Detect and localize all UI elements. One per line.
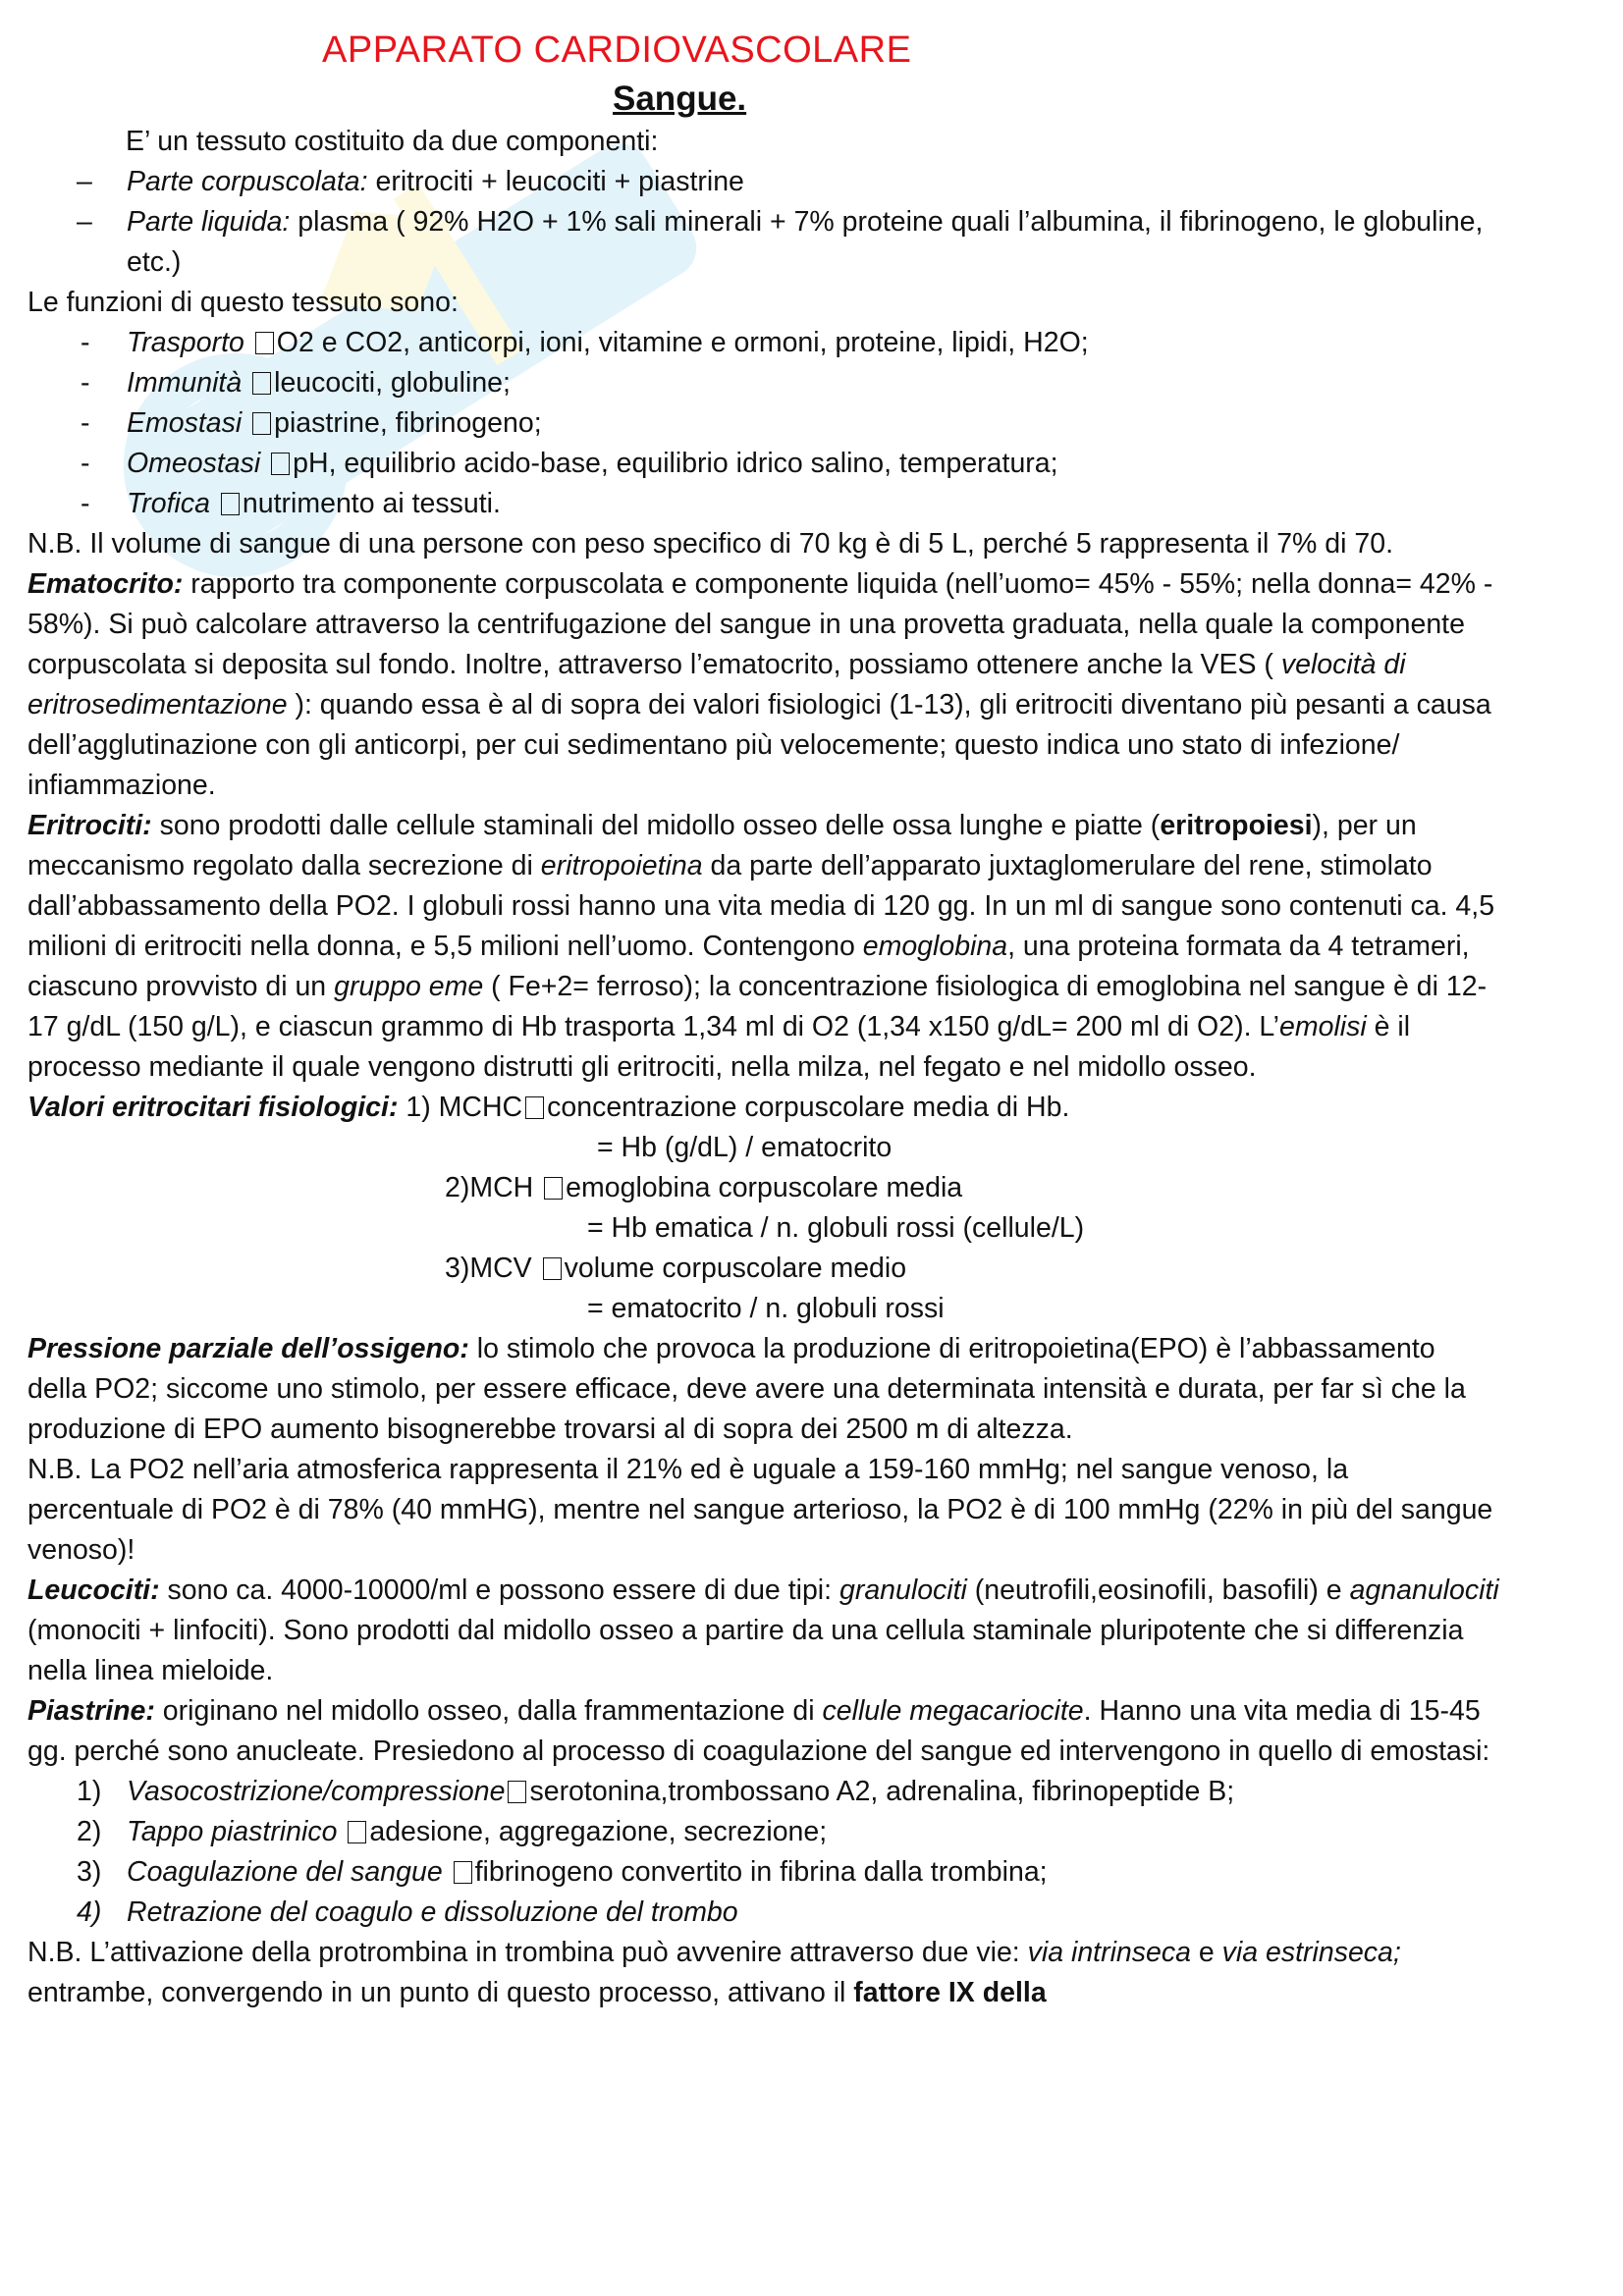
dash-marker: –: [77, 206, 92, 238]
list-item: 4) Retrazione del coagulo e dissoluzione del trombo: [77, 1896, 738, 1928]
note-final: N.B. L’attivazione della protrombina in trombina può avvenire attraverso due vie: via intrinseca e via estrinseca; entrambe, convergendo in un punto di questo processo, attivano il fattore IX della: [27, 1937, 1401, 2008]
valori-row: Valori eritrocitari fisiologici: 1) MCHC concentrazione corpuscolare media di Hb.: [27, 1092, 1070, 1123]
note-volume: N.B. Il volume di sangue di una persone con peso specifico di 70 kg è di 5 L, perché 5 rappresenta il 7% di 70.: [27, 528, 1394, 560]
list-item: 3) Coagulazione del sangue fibrinogeno convertito in fibrina dalla trombina;: [77, 1856, 1048, 1888]
paragraph-piastrine: Piastrine: originano nel midollo osseo, dalla frammentazione di cellule megacariocite. Hanno una vita media di 15-45 gg. perché sono anucleate. Presiedono al processo di coagulazione del sangue ed intervengono in quello di emostasi:: [27, 1695, 1490, 1767]
arrow-icon: [255, 332, 274, 354]
list-item: - Omeostasi pH, equilibrio acido-base, equilibrio idrico salino, temperatura;: [81, 448, 1058, 479]
paragraph-eritrociti: Eritrociti: sono prodotti dalle cellule staminali del midollo osseo delle ossa lunghe e piatte (eritropoiesi), per un meccanismo regolato dalla secrezione di eritropoietina da parte dell’apparato juxtaglomerulare del rene, stimolato dall’abbassamento della PO2. I globuli rossi hanno una vita media di 120 gg. In un ml di sangue sono contenuti ca. 4,5 milioni di eritrociti nella donna, e 5,5 milioni nell’uomo. Contengono emoglobina, una proteina formata da 4 tetrameri, ciascuno provvisto di un gruppo eme ( Fe+2= ferroso); la concentrazione fisiologica di emoglobina nel sangue è di 12-17 g/dL (150 g/L), e ciascun grammo di Hb trasporta 1,34 ml di O2 (1,34 x150 g/dL= 200 ml di O2). L’emolisi è il processo mediante il quale vengono distrutti gli eritrociti, nella milza, nel fegato e nel midollo osseo.: [27, 810, 1495, 1083]
arrow-icon: [252, 372, 271, 395]
item-text: eritrociti + leucociti + piastrine: [367, 166, 744, 197]
section-heading: Sangue.: [613, 80, 747, 118]
arrow-icon: [454, 1861, 472, 1884]
intro-line: E’ un tessuto costituito da due componenti:: [126, 126, 659, 157]
functions-intro: Le funzioni di questo tessuto sono:: [27, 287, 459, 318]
dash-marker: –: [77, 166, 92, 197]
list-item: 2) Tappo piastrinico adesione, aggregazione, secrezione;: [77, 1816, 828, 1847]
item-text: plasma ( 92% H2O + 1% sali minerali + 7% proteine quali l’albumina, il fibrinogeno, le globuline, etc.): [127, 206, 1484, 278]
arrow-icon: [525, 1096, 544, 1119]
list-item: [27, 202, 1500, 283]
list-item: - Trofica nutrimento ai tessuti.: [81, 488, 501, 519]
paragraph-leucociti: Leucociti: sono ca. 4000-10000/ml e possono essere di due tipi: granulociti (neutrofili,eosinofili, basofili) e agnanulociti (monociti + linfociti). Sono prodotti dal midollo osseo a partire da una cellula staminale pluripotente che si differenzia nella linea mieloide.: [27, 1575, 1499, 1686]
valori-row: 3)MCV volume corpuscolare medio: [445, 1253, 907, 1284]
item-term: Parte corpuscolata:: [127, 166, 368, 197]
arrow-icon: [508, 1781, 526, 1803]
arrow-icon: [271, 453, 290, 475]
document-title: APPARATO CARDIOVASCOLARE: [322, 29, 912, 71]
note-po2: N.B. La PO2 nell’aria atmosferica rappresenta il 21% ed è uguale a 159-160 mmHg; nel sangue venoso, la percentuale di PO2 è di 78% (40 mmHG), mentre nel sangue arterioso, la PO2 è di 100 mmHg (22% in più del sangue venoso)!: [27, 1454, 1493, 1566]
arrow-icon: [543, 1257, 562, 1280]
arrow-icon: [544, 1177, 563, 1200]
formula-line: = Hb ematica / n. globuli rossi (cellule/L): [587, 1212, 1085, 1244]
list-item: [27, 162, 1500, 202]
valori-row: 2)MCH emoglobina corpuscolare media: [445, 1172, 963, 1203]
formula-line: = ematocrito / n. globuli rossi: [587, 1293, 945, 1324]
document-page: [27, 27, 1500, 2013]
item-term: Parte liquida:: [127, 206, 291, 238]
list-item: 1) Vasocostrizione/compressione serotonina,trombossano A2, adrenalina, fibrinopeptide B;: [77, 1776, 1235, 1807]
list-item: - Trasporto O2 e CO2, anticorpi, ioni, vitamine e ormoni, proteine, lipidi, H2O;: [81, 327, 1089, 358]
paragraph-pressione: Pressione parziale dell’ossigeno: lo stimolo che provoca la produzione di eritropoietina(EPO) è l’abbassamento della PO2; siccome uno stimolo, per essere efficace, deve avere una determinata intensità e durata, per far sì che la produzione di EPO aumento bisognerebbe trovarsi al di sopra dei 2500 m di altezza.: [27, 1333, 1466, 1445]
list-item: - Emostasi piastrine, fibrinogeno;: [81, 407, 542, 439]
list-item: - Immunità leucociti, globuline;: [81, 367, 511, 399]
valori-block: [27, 1088, 1500, 1329]
arrow-icon: [348, 1821, 366, 1843]
arrow-icon: [252, 412, 271, 435]
arrow-icon: [221, 493, 240, 515]
formula-line: = Hb (g/dL) / ematocrito: [597, 1132, 893, 1163]
paragraph-ematocrito: Ematocrito: rapporto tra componente corpuscolata e componente liquida (nell’uomo= 45% - 55%; nella donna= 42% - 58%). Si può calcolare attraverso la centrifugazione del sangue in una provetta graduata, nella quale la componente corpuscolata si deposita sul fondo. Inoltre, attraverso l’ematocrito, possiamo ottenere anche la VES ( velocità di eritrosedimentazione ): quando essa è al di sopra dei valori fisiologici (1-13), gli eritrociti diventano più pesanti a causa dell’agglutinazione con gli anticorpi, per cui sedimentano più velocemente; questo indica uno stato di infezione/ infiammazione.: [27, 568, 1493, 801]
